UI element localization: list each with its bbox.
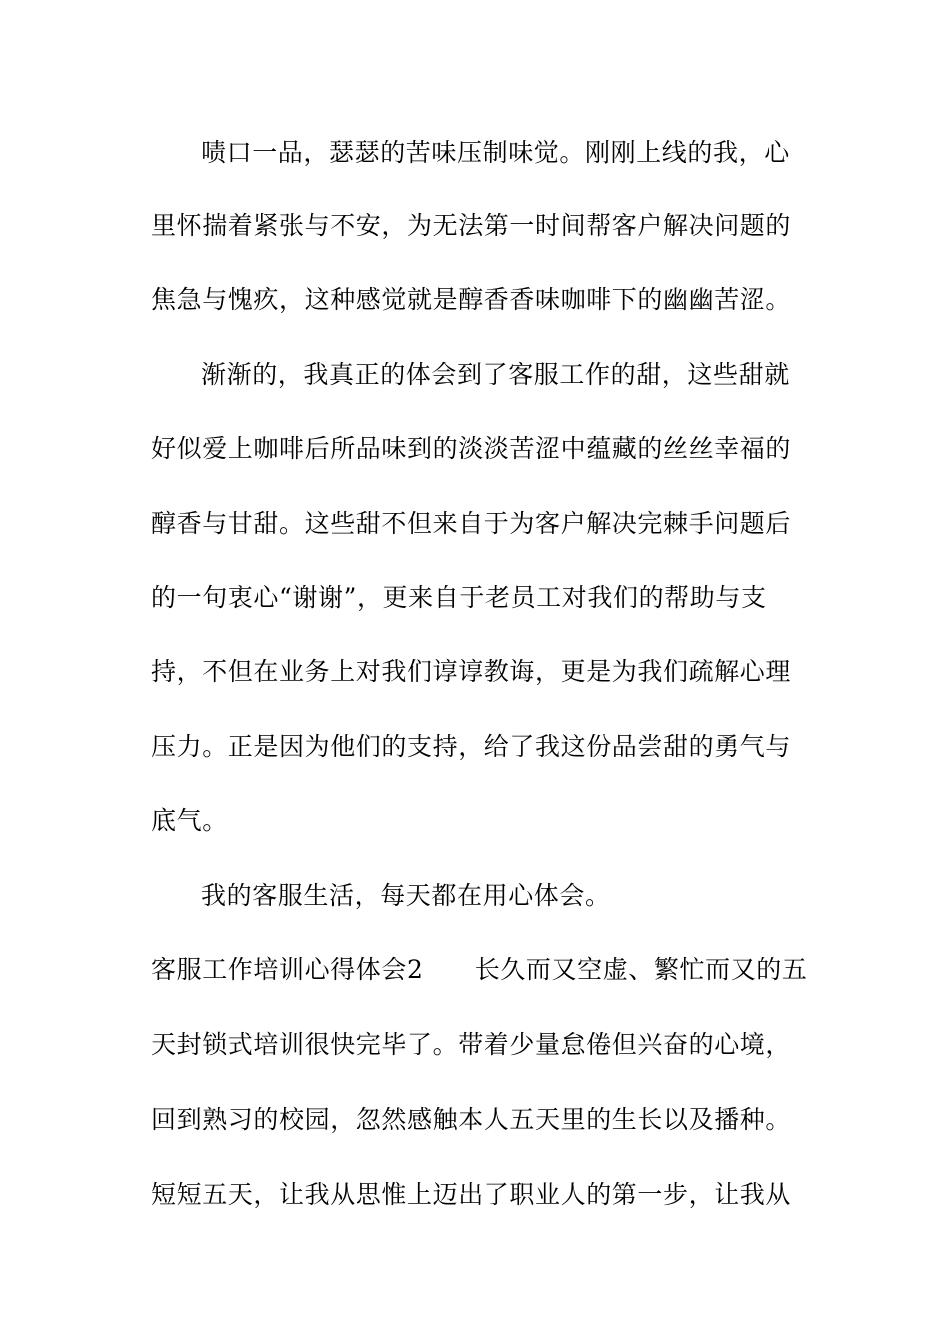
text-line-1: 啧口一品，瑟瑟的苦味压制味觉。刚刚上线的我，心	[201, 138, 790, 167]
text-line-11: 我的客服生活，每天都在用心体会。	[201, 881, 611, 910]
text-line-8: 持，不但在业务上对我们谆谆教诲，更是为我们疏解心理	[151, 657, 792, 686]
text-line-10: 底气。	[151, 806, 228, 835]
text-line-6: 醇香与甘甜。这些甜不但来自于为客户解决完棘手问题后	[151, 509, 792, 538]
text-line-7: 的一句衷心“谢谢”，更来自于老员工对我们的帮助与支	[151, 583, 767, 612]
text-line-2: 里怀揣着紧张与不安，为无法第一时间帮客户解决问题的	[151, 211, 792, 240]
text-line-15: 短短五天，让我从思惟上迈出了职业人的第一步，让我从	[151, 1180, 792, 1209]
text-line-4: 渐渐的，我真正的体会到了客服工作的甜，这些甜就	[201, 360, 790, 389]
text-line-12: 客服工作培训心得体会2 长久而又空虚、繁忙而又的五	[151, 955, 808, 984]
text-line-13: 天封锁式培训很快完毕了。带着少量怠倦但兴奋的心境，	[151, 1030, 792, 1059]
text-line-9: 压力。正是因为他们的支持，给了我这份品尝甜的勇气与	[151, 732, 792, 761]
text-line-14: 回到熟习的校园，忽然感触本人五天里的生长以及播种。	[151, 1105, 792, 1134]
text-line-3: 焦急与愧疚，这种感觉就是醇香香味咖啡下的幽幽苦涩。	[151, 285, 792, 314]
text-line-5: 好似爱上咖啡后所品味到的淡淡苦涩中蕴藏的丝丝幸福的	[151, 434, 792, 463]
